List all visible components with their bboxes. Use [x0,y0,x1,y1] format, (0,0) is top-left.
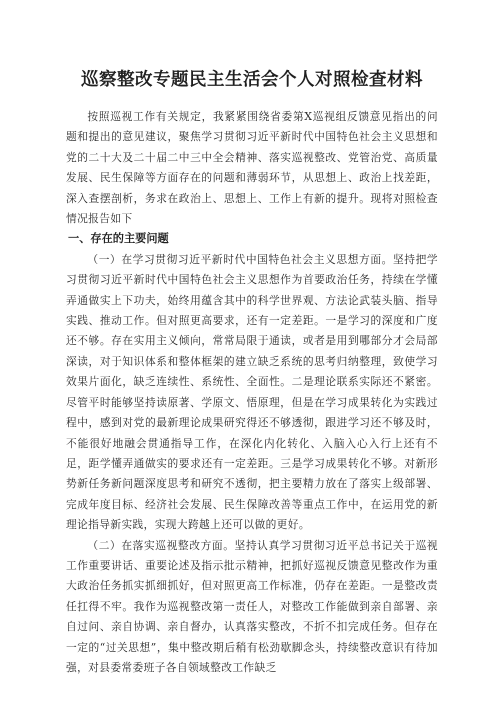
body-paragraph-2: （二）在落实巡视整改方面。坚持认真学习贯彻习近平总书记关于巡视工作重要讲话、重要论述及指示批示精神，把抓好巡视反馈意见整改作为重大政治任务抓实抓细抓好，但对照更高工作标准，仍存在差距。一是整改责任扛得不牢。我作为巡视整改第一责任人，对整改工作能做到亲自部署、亲自过问、亲自协调、亲自督办，认真落实整改，不折不扣完成任务。但存在一定的“过关思想”，集中整改期后稍有松劲歇脚念头，持续整改意识有待加强，对县委常委班子各自领域整改工作缺乏 [66,538,438,674]
section-heading: 一、存在的主要问题 [68,232,169,246]
body-paragraph-1: （一）在学习贯彻习近平新时代中国特色社会主义思想方面。坚持把学习贯彻习近平新时代中国特色社会主义思想作为首要政治任务，持续在学懂弄通做实上下功夫，始终用蕴含其中的科学世界观、方法论武装头脑、指导实践、推动工作。但对照更高要求，还有一定差距。一是学习的深度和广度还不够。存在实用主义倾向，常常局限于通读，或者是用到哪部分才会局部深读，对于知识体系和整体框架的建立缺乏系统的思考归纳整理，致使学习效果片面化，缺乏连续性、系统性、全面性。二是理论联系实际还不紧密。尽管平时能够坚持读原著、学原文、悟原理，但是在学习成果转化为实践过程中，感到对党的最新理论成果研究得还不够透彻，跟进学习还不够及时，不能很好地融会贯通指导工作，在深化内化转化、入脑入心入行上还有不足，距学懂弄通做实的要求还有一定差距。三是学习成果转化不够。对新形势新任务新问题深度思考和研究不透彻，把主要精力放在了落实上级部署、完成年度目标、经济社会发展、民生保障改善等重点工作中，在运用党的新理论指导新实践，实现大跨越上还可以做的更好。 [66,252,438,532]
document-title: 巡察整改专题民主生活会个人对照检查材料 [81,70,423,90]
intro-paragraph: 按照巡视工作有关规定，我紧紧围绕省委第X巡视组反馈意见指出的问题和提出的意见建议，聚焦学习贯彻习近平新时代中国特色社会主义思想和党的二十大及二十届二中三中全会精神、落实巡视整改、党管治党、高质量发展、民生保障等方面存在的问题和薄弱环节，从思想上、政治上找差距，深入查摆剖析，务求在政治上、思想上、工作上有新的提升。现将对照检查情况报告如下 [66,110,438,226]
